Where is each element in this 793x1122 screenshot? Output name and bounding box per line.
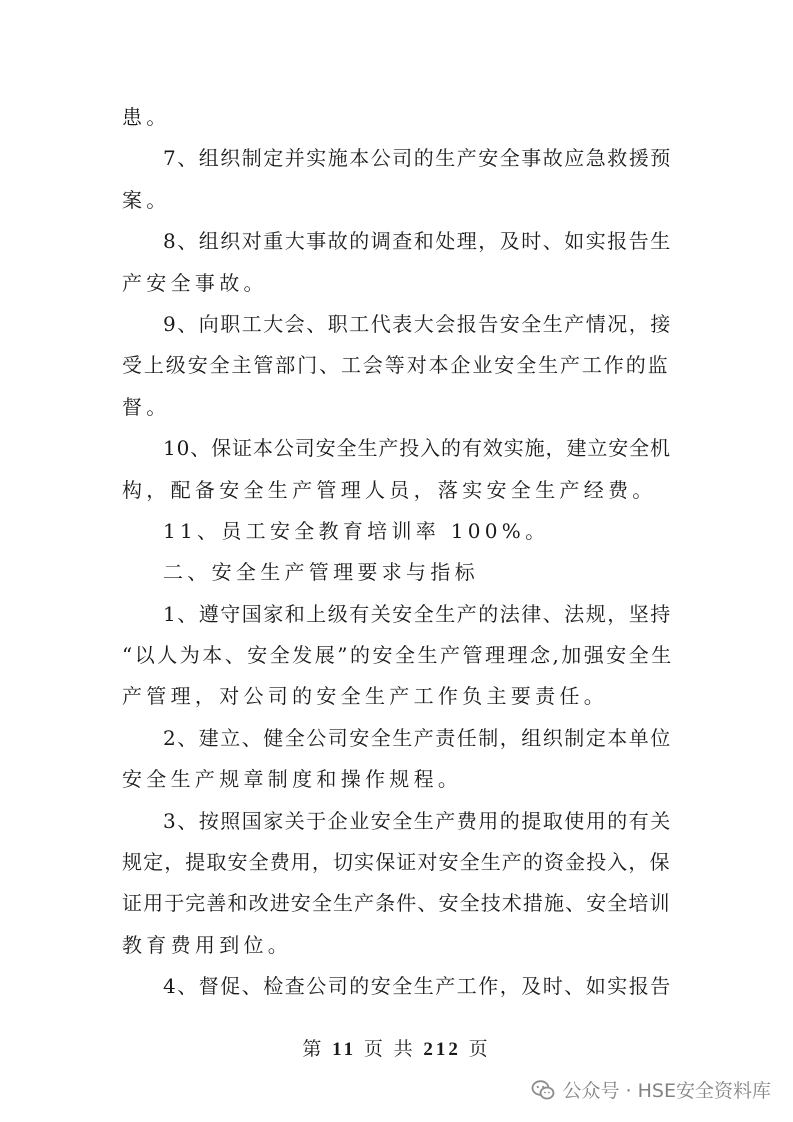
text-line: 1、遵守国家和上级有关安全生产的法律、法规，坚持	[163, 601, 672, 626]
text-line: 患。	[122, 105, 171, 129]
watermark-text: 公众号 · HSE安全资料库	[562, 1080, 771, 1102]
document-body	[122, 97, 674, 1008]
text-line: 构，配备安全生产管理人员，落实安全生产经费。	[122, 477, 657, 502]
text-line: 教育费用到位。	[122, 932, 293, 957]
text-line: 9、向职工大会、职工代表大会报告安全生产情况，接	[163, 311, 672, 336]
text-line: 产安全事故。	[122, 270, 268, 295]
text-line: 10、保证本公司安全生产投入的有效实施，建立安全机	[163, 436, 671, 461]
watermark	[531, 1076, 771, 1103]
wechat-icon	[531, 1079, 555, 1101]
text-line: 案。	[122, 187, 171, 212]
text-line: 受上级安全主管部门、工会等对本企业安全生产工作的监	[122, 353, 670, 378]
footer-prefix: 第	[302, 1039, 325, 1060]
text-line: 二、安全生产管理要求与指标	[163, 560, 479, 585]
footer-suffix: 页	[468, 1039, 491, 1060]
text-line: 证用于完善和改进安全生产条件、安全技术措施、安全培训	[122, 891, 671, 916]
text-line: 安全生产规章制度和操作规程。	[122, 767, 463, 792]
text-line: 规定，提取安全费用，切实保证对安全生产的资金投入，保	[122, 850, 671, 875]
text-line: 督。	[122, 394, 171, 419]
text-line: 产管理，对公司的安全生产工作负主要责任。	[122, 684, 608, 709]
footer-total-pages: 212	[423, 1039, 461, 1060]
page-footer	[0, 1034, 793, 1061]
footer-middle: 页 共	[363, 1039, 416, 1060]
footer-page-number: 11	[332, 1039, 357, 1060]
text-line: 3、按照国家关于企业安全生产费用的提取使用的有关	[163, 808, 672, 833]
text-line: 7、组织制定并实施本公司的生产安全事故应急救援预	[163, 146, 672, 171]
text-line: “以人为本、安全发展”的安全生产管理理念,加强安全生	[122, 643, 674, 668]
text-line: 11、员工安全教育培训率 100%。	[163, 518, 550, 543]
text-line: 8、组织对重大事故的调查和处理，及时、如实报告生	[163, 229, 672, 254]
text-line: 2、建立、健全公司安全生产责任制，组织制定本单位	[163, 725, 672, 750]
text-line: 4、督促、检查公司的安全生产工作，及时、如实报告	[163, 974, 672, 999]
